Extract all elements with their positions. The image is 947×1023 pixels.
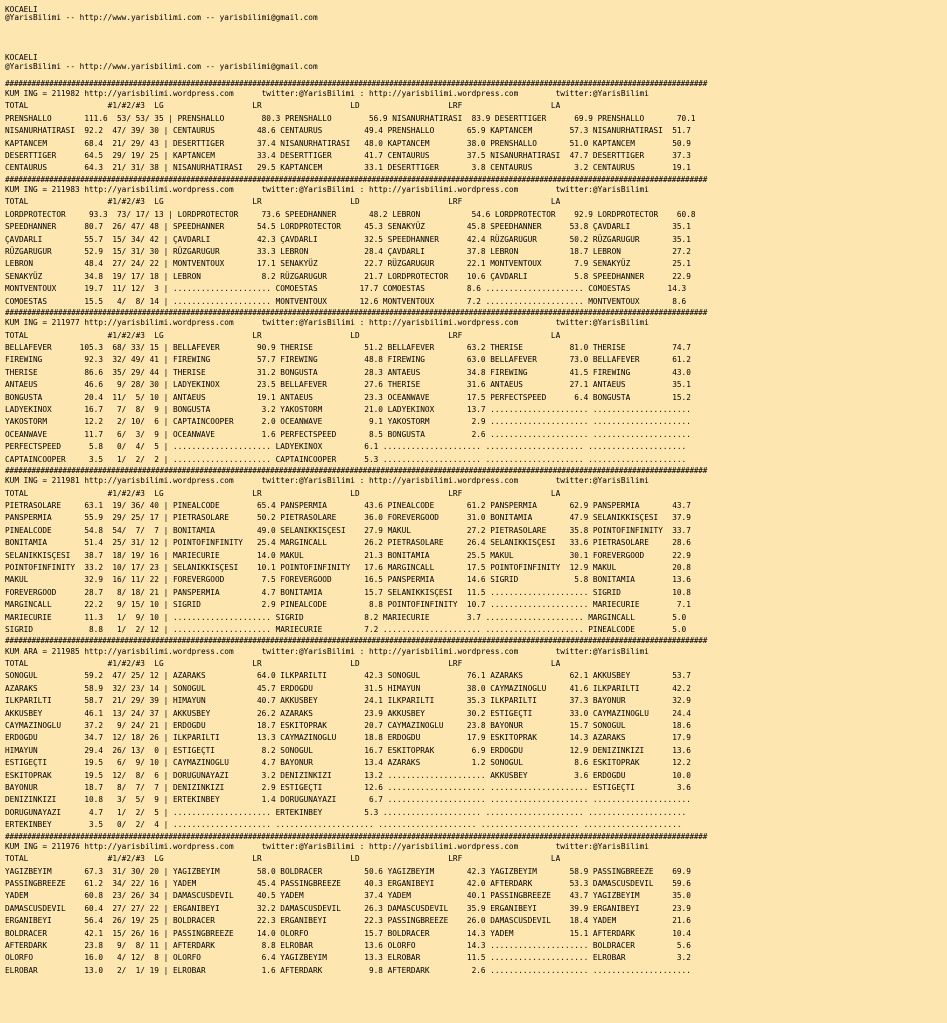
table-row: COMOESTAS 15.5 4/ 8/ 14 | ..................... MONTVENTOUX 12.6 MONTVENTOUX 7.2 ..................... MONTVENTOUX 8.6 (5, 296, 687, 306)
race-title: KUM ING = 211982 http://yarisbilimi.wordpress.com twitter:@YarisBilimi : http://yarisbilimi.wordpress.com twitter:@YarisBilimi (5, 89, 649, 99)
table-row: NISANURHATIRASI 92.2 47/ 39/ 30 | CENTAURUS 48.6 CENTAURUS 49.4 PRENSHALLO 65.9 KAPTANCEM 57.3 NISANURHATIRASI 51.7 (5, 126, 691, 136)
table-row: YAGIZBEYIM 67.3 31/ 30/ 20 | YAGIZBEYIM 58.0 BOLDRACER 50.6 YAGIZBEYIM 42.3 YAGIZBEYIM 58.9 PASSINGBREEZE 69.9 (5, 866, 691, 876)
table-row: RÜZGARUGUR 52.9 15/ 31/ 30 | RÜZGARUGUR 33.3 LEBRON 28.4 ÇAVDARLI 37.8 LEBRON 18.7 LEBRON 27.2 (5, 247, 691, 257)
table-row: BOLDRACER 42.1 15/ 26/ 16 | PASSINGBREEZE 14.0 OLORFO 15.7 BOLDRACER 14.3 YADEM 15.1 AFTERDARK 10.4 (5, 928, 691, 938)
header-contact-repeat: @YarisBilimi -- http://www.yarisbilimi.com -- yarisbilimi@gmail.com (5, 61, 318, 71)
table-row: ELROBAR 13.0 2/ 1/ 19 | ELROBAR 1.6 AFTERDARK 9.8 AFTERDARK 2.6 ..................... ..................... (5, 965, 691, 975)
table-row: ERGANIBEYI 56.4 26/ 19/ 25 | BOLDRACER 22.3 ERGANIBEYI 22.3 PASSINGBREEZE 26.0 DAMASCUSDEVIL 18.4 YADEM 21.6 (5, 916, 691, 926)
table-row: ERDOGDU 34.7 12/ 18/ 26 | ILKPARILTI 13.3 CAYMAZINOGLU 18.8 ERDOGDU 17.9 ESKITOPRAK 14.3 AZARAKS 17.9 (5, 733, 691, 743)
header-city-repeat: KOCAELI (5, 53, 38, 63)
race-title: KUM ING = 211981 http://yarisbilimi.wordpress.com twitter:@YarisBilimi : http://yarisbilimi.wordpress.com twitter:@YarisBilimi (5, 476, 649, 486)
separator-line: ############################################################################################################################################################### (5, 465, 708, 475)
race-title: KUM ING = 211976 http://yarisbilimi.wordpress.com twitter:@YarisBilimi : http://yarisbilimi.wordpress.com twitter:@YarisBilimi (5, 841, 649, 851)
table-row: OCEANWAVE 11.7 6/ 3/ 9 | OCEANWAVE 1.6 PERFECTSPEED 8.5 BONGUSTA 2.6 ..................... ..................... (5, 429, 691, 439)
table-row: BONITAMIA 51.4 25/ 31/ 12 | POINTOFINFINITY 25.4 MARGINCALL 26.2 PIETRASOLARE 26.4 SELANIKKISÇESI 33.6 PIETRASOLARE 28.6 (5, 538, 691, 548)
race-block (5, 79, 947, 175)
table-row: KAPTANCEM 68.4 21/ 29/ 43 | DESERTTIGER 37.4 NISANURHATIRASI 48.0 KAPTANCEM 38.0 PRENSHALLO 51.0 KAPTANCEM 50.9 (5, 138, 691, 148)
column-header-row: TOTAL #1/#2/#3 LG LR LD LRF LA (5, 197, 561, 207)
table-row: ÇAVDARLI 55.7 15/ 34/ 42 | ÇAVDARLI 42.3 ÇAVDARLI 32.5 SPEEDHANNER 42.4 RÜZGARUGUR 50.2 RÜZGARUGUR 35.1 (5, 234, 691, 244)
race-block (5, 832, 947, 978)
separator-line: ############################################################################################################################################################### (5, 174, 708, 184)
page-header (5, 6, 947, 22)
table-row: OLORFO 16.0 4/ 12/ 8 | OLORFO 6.4 YAGIZBEYIM 13.3 ELROBAR 11.5 ..................... ELROBAR 3.2 (5, 953, 691, 963)
table-row: ESKITOPRAK 19.5 12/ 8/ 6 | DORUGUNAYAZI 3.2 DENIZINKIZI 13.2 ..................... AKKUSBEY 3.6 ERDOGDU 10.0 (5, 770, 691, 780)
race-block (5, 308, 947, 466)
table-row: AFTERDARK 23.8 9/ 8/ 11 | AFTERDARK 8.8 ELROBAR 13.6 OLORFO 14.3 ..................... BOLDRACER 5.6 (5, 940, 691, 950)
table-row: DORUGUNAYAZI 4.7 1/ 2/ 5 | ..................... ERTEKINBEY 5.3 ..................... ..................... ..................... (5, 807, 687, 817)
table-row: SIGRID 8.8 1/ 2/ 12 | ..................... MARIECURIE 7.2 ..................... ..................... PINEALCODE 5.0 (5, 624, 687, 634)
table-row: CAYMAZINOGLU 37.2 9/ 24/ 21 | ERDOGDU 18.7 ESKITOPRAK 20.7 CAYMAZINOGLU 23.8 BAYONUR 15.7 SONOGUL 18.6 (5, 720, 691, 730)
column-header-row: TOTAL #1/#2/#3 LG LR LD LRF LA (5, 101, 561, 111)
table-row: AKKUSBEY 46.1 13/ 24/ 37 | AKKUSBEY 26.2 AZARAKS 23.9 AKKUSBEY 30.2 ESTIGEÇTI 33.0 CAYMAZINOGLU 24.4 (5, 708, 691, 718)
table-row: SPEEDHANNER 80.7 26/ 47/ 48 | SPEEDHANNER 54.5 LORDPROTECTOR 45.3 SENAKYÜZ 45.8 SPEEDHANNER 53.8 ÇAVDARLI 35.1 (5, 222, 691, 232)
separator-line: ############################################################################################################################################################### (5, 831, 708, 841)
table-row: BONGUSTA 20.4 11/ 5/ 10 | ANTAEUS 19.1 ANTAEUS 23.3 OCEANWAVE 17.5 PERFECTSPEED 6.4 BONGUSTA 15.2 (5, 392, 691, 402)
header-gap-small (5, 71, 947, 79)
table-row: PANSPERMIA 55.9 29/ 25/ 17 | PIETRASOLARE 50.2 PIETRASOLARE 36.0 FOREVERGOOD 31.0 BONITAMIA 47.9 SELANIKKISÇESI 37.9 (5, 513, 691, 523)
column-header-row: TOTAL #1/#2/#3 LG LR LD LRF LA (5, 488, 561, 498)
table-row: MAKUL 32.9 16/ 11/ 22 | FOREVERGOOD 7.5 FOREVERGOOD 16.5 PANSPERMIA 14.6 SIGRID 5.8 BONITAMIA 13.6 (5, 575, 691, 585)
race-title: KUM ING = 211983 http://yarisbilimi.wordpress.com twitter:@YarisBilimi : http://yarisbilimi.wordpress.com twitter:@YarisBilimi (5, 185, 649, 195)
table-row: MARIECURIE 11.3 1/ 9/ 10 | ..................... SIGRID 8.2 MARIECURIE 3.7 ..................... MARGINCALL 5.0 (5, 612, 687, 622)
race-list (5, 79, 947, 977)
race-block (5, 636, 947, 831)
table-row: PRENSHALLO 111.6 53/ 53/ 35 | PRENSHALLO 80.3 PRENSHALLO 56.9 NISANURHATIRASI 83.9 DESERTTIGER 69.9 PRENSHALLO 70.1 (5, 113, 696, 123)
table-row: ANTAEUS 46.6 9/ 28/ 30 | LADYEKINOX 23.5 BELLAFEVER 27.6 THERISE 31.6 ANTAEUS 27.1 ANTAEUS 35.1 (5, 380, 691, 390)
separator-line: ############################################################################################################################################################### (5, 78, 708, 88)
table-row: LEBRON 48.4 27/ 24/ 22 | MONTVENTOUX 17.1 SENAKYÜZ 22.7 RÜZGARUGUR 22.1 MONTVENTOUX 7.9 SENAKYÜZ 25.1 (5, 259, 691, 269)
page-header-repeat (5, 54, 947, 70)
table-row: MARGINCALL 22.2 9/ 15/ 10 | SIGRID 2.9 PINEALCODE 8.8 POINTOFINFINITY 10.7 ..................... MARIECURIE 7.1 (5, 600, 691, 610)
table-row: MONTVENTOUX 19.7 11/ 12/ 3 | ..................... COMOESTAS 17.7 COMOESTAS 8.6 ..................... COMOESTAS 14.3 (5, 284, 687, 294)
table-row: AZARAKS 58.9 32/ 23/ 14 | SONOGUL 45.7 ERDOGDU 31.5 HIMAYUN 38.0 CAYMAZINOGLU 41.6 ILKPARILTI 42.2 (5, 683, 691, 693)
table-row: HIMAYUN 29.4 26/ 13/ 0 | ESTIGEÇTI 8.2 SONOGUL 16.7 ESKITOPRAK 6.9 ERDOGDU 12.9 DENIZINKIZI 13.6 (5, 745, 691, 755)
table-row: DENIZINKIZI 10.8 3/ 5/ 9 | ERTEKINBEY 1.4 DORUGUNAYAZI 6.7 ..................... ..................... ..................... (5, 795, 691, 805)
header-gap (5, 22, 947, 54)
table-row: CAPTAINCOOPER 3.5 1/ 2/ 2 | ..................... CAPTAINCOOPER 5.3 ..................... ..................... ..................... (5, 454, 687, 464)
table-row: PINEALCODE 54.8 54/ 7/ 7 | BONITAMIA 49.0 SELANIKKISÇESI 27.9 MAKUL 27.2 PIETRASOLARE 35.8 POINTOFINFINITY 33.7 (5, 525, 691, 535)
header-contact: @YarisBilimi -- http://www.yarisbilimi.com -- yarisbilimi@gmail.com (5, 13, 318, 23)
separator-line: ############################################################################################################################################################### (5, 307, 708, 317)
table-row: SENAKYÜZ 34.8 19/ 17/ 18 | LEBRON 8.2 RÜZGARUGUR 21.7 LORDPROTECTOR 10.6 ÇAVDARLI 5.8 SPEEDHANNER 22.9 (5, 271, 691, 281)
table-row: THERISE 86.6 35/ 29/ 44 | THERISE 31.2 BONGUSTA 28.3 ANTAEUS 34.8 FIREWING 41.5 FIREWING 43.0 (5, 367, 691, 377)
race-title: KUM ARA = 211985 http://yarisbilimi.wordpress.com twitter:@YarisBilimi : http://yarisbilimi.wordpress.com twitter:@YarisBilimi (5, 646, 649, 656)
table-row: CENTAURUS 64.3 21/ 31/ 38 | NISANURHATIRASI 29.5 KAPTANCEM 33.1 DESERTTIGER 3.8 CENTAURUS 3.2 CENTAURUS 19.1 (5, 163, 691, 173)
race-block (5, 175, 947, 308)
race-title: KUM ING = 211977 http://yarisbilimi.wordpress.com twitter:@YarisBilimi : http://yarisbilimi.wordpress.com twitter:@YarisBilimi (5, 318, 649, 328)
table-row: BELLAFEVER 105.3 68/ 33/ 15 | BELLAFEVER 90.9 THERISE 51.2 BELLAFEVER 63.2 THERISE 81.0 THERISE 74.7 (5, 343, 691, 353)
table-row: SELANIKKISÇESI 38.7 18/ 19/ 16 | MARIECURIE 14.0 MAKUL 21.3 BONITAMIA 25.5 MAKUL 30.1 FOREVERGOOD 22.9 (5, 550, 691, 560)
table-row: PIETRASOLARE 63.1 19/ 36/ 40 | PINEALCODE 65.4 PANSPERMIA 43.6 PINEALCODE 61.2 PANSPERMIA 62.9 PANSPERMIA 43.7 (5, 501, 691, 511)
header-city: KOCAELI (5, 5, 38, 14)
table-row: FOREVERGOOD 28.7 8/ 18/ 21 | PANSPERMIA 4.7 BONITAMIA 15.7 SELANIKKISÇESI 11.5 ..................... SIGRID 10.8 (5, 587, 691, 597)
table-row: FIREWING 92.3 32/ 49/ 41 | FIREWING 57.7 FIREWING 48.8 FIREWING 63.0 BELLAFEVER 73.0 BELLAFEVER 61.2 (5, 355, 691, 365)
table-row: PASSINGBREEZE 61.2 34/ 22/ 16 | YADEM 45.4 PASSINGBREEZE 40.3 ERGANIBEYI 42.0 AFTERDARK 53.3 DAMASCUSDEVIL 59.6 (5, 878, 691, 888)
table-row: ERTEKINBEY 3.5 0/ 2/ 4 | ..................... ..................... ..................... ..................... ..................... (5, 820, 682, 830)
table-row: PERFECTSPEED 5.8 0/ 4/ 5 | ..................... LADYEKINOX 6.1 ..................... ..................... ..................... (5, 442, 687, 452)
table-row: LORDPROTECTOR 93.3 73/ 17/ 13 | LORDPROTECTOR 73.6 SPEEDHANNER 48.2 LEBRON 54.6 LORDPROTECTOR 92.9 LORDPROTECTOR 60.8 (5, 209, 696, 219)
table-row: POINTOFINFINITY 33.2 10/ 17/ 23 | SELANIKKISÇESI 10.1 POINTOFINFINITY 17.6 MARGINCALL 17.5 POINTOFINFINITY 12.9 MAKUL 20.8 (5, 563, 691, 572)
column-header-row: TOTAL #1/#2/#3 LG LR LD LRF LA (5, 659, 561, 669)
table-row: DAMASCUSDEVIL 60.4 27/ 27/ 22 | ERGANIBEYI 32.2 DAMASCUSDEVIL 26.3 DAMASCUSDEVIL 35.9 ERGANIBEYI 39.9 ERGANIBEYI 23.9 (5, 903, 691, 913)
separator-line: ############################################################################################################################################################### (5, 636, 708, 646)
table-row: LADYEKINOX 16.7 7/ 8/ 9 | BONGUSTA 3.2 YAKOSTORM 21.0 LADYEKINOX 13.7 ..................... ..................... (5, 405, 691, 415)
table-row: BAYONUR 18.7 8/ 7/ 7 | DENIZINKIZI 2.9 ESTIGEÇTI 12.6 ..................... ..................... ESTIGEÇTI 3.6 (5, 782, 691, 792)
column-header-row: TOTAL #1/#2/#3 LG LR LD LRF LA (5, 854, 561, 864)
race-block (5, 466, 947, 636)
table-row: YADEM 60.8 23/ 26/ 34 | DAMASCUSDEVIL 40.5 YADEM 37.4 YADEM 40.1 PASSINGBREEZE 43.7 YAGIZBEYIM 35.0 (5, 891, 691, 901)
table-row: YAKOSTORM 12.2 2/ 10/ 6 | CAPTAINCOOPER 2.0 OCEANWAVE 9.1 YAKOSTORM 2.9 ..................... ..................... (5, 417, 691, 427)
column-header-row: TOTAL #1/#2/#3 LG LR LD LRF LA (5, 330, 561, 340)
table-row: ILKPARILTI 58.7 21/ 29/ 39 | HIMAYUN 40.7 AKKUSBEY 24.1 ILKPARILTI 35.3 ILKPARILTI 37.3 BAYONUR 32.9 (5, 696, 691, 706)
table-row: DESERTTIGER 64.5 29/ 19/ 25 | KAPTANCEM 33.4 DESERTTIGER 41.7 CENTAURUS 37.5 NISANURHATIRASI 47.7 DESERTTIGER 37.3 (5, 151, 691, 160)
table-row: SONOGUL 59.2 47/ 25/ 12 | AZARAKS 64.0 ILKPARILTI 42.3 SONOGUL 76.1 AZARAKS 62.1 AKKUSBEY 53.7 (5, 671, 691, 681)
table-row: ESTIGEÇTI 19.5 6/ 9/ 10 | CAYMAZINOGLU 4.7 BAYONUR 13.4 AZARAKS 1.2 SONOGUL 8.6 ESKITOPRAK 12.2 (5, 758, 691, 768)
